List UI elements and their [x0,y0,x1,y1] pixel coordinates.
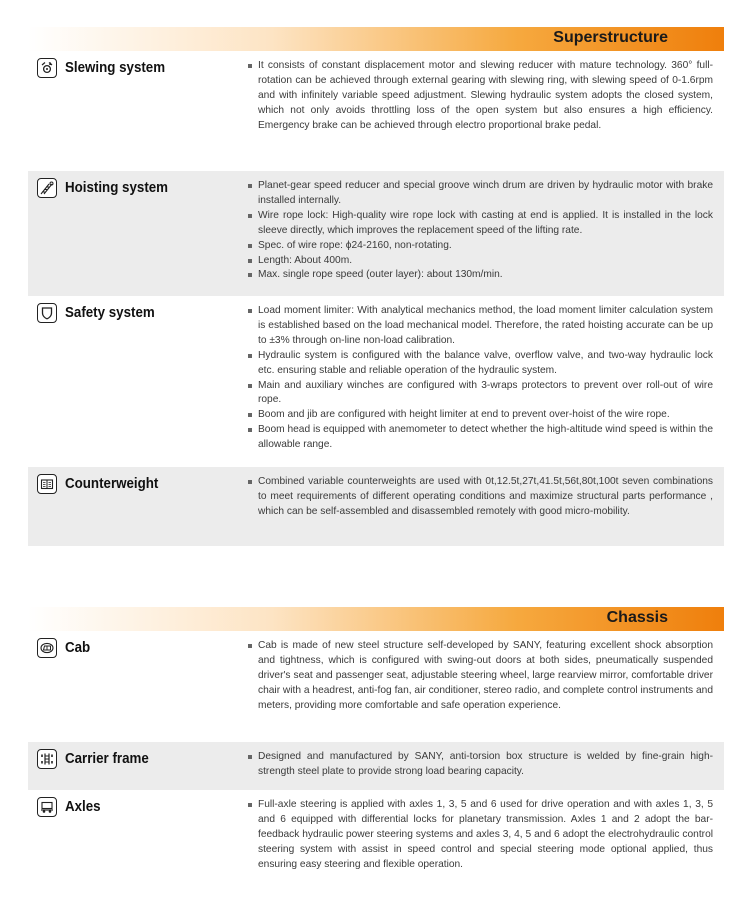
chassis-section [28,607,724,886]
list-item: Spec. of wire rope: ϕ24-2160, non-rotating. [247,239,713,254]
axles-icon [37,797,57,817]
list-item: Load moment limiter: With analytical mechanics method, the load moment limiter calculation system is established based on the load mechanical model. Therefore, the rated hoisting accurate can be up to ±3% through on-line non-load calibration. [247,304,713,349]
section-banner [28,607,724,631]
row-title: Axles [65,799,101,815]
list-item: It consists of constant displacement motor and slewing reducer with mature technology. 360° full-rotation can be achieved through external gearing with slewing ring, with slewing speed of 0-1.6rpm and with infinitely variable speed adjustment. Slewing hydraulic system adopts the closed system, which not only avoids throttling loss of the open system but also ensures a high efficiency. Emergency brake can be achieved through electro proportional brake pedal. [247,59,713,134]
row-title: Carrier frame [65,751,149,767]
row-title: Slewing system [65,60,166,76]
list-item: Hydraulic system is configured with the balance valve, overflow valve, and two-way hydraulic lock etc. ensuring stable and reliable operation of the hydraulic system. [247,349,713,379]
row-header [28,51,247,171]
superstructure-section [28,27,724,546]
bullet-list [247,179,713,283]
list-item: Cab is made of new steel structure self-developed by SANY, featuring excellent shock absorption and tightness, which is configured with swing-out doors at both sides, pneumatically suspended driver's seat and passenger seat, adjustable steering wheel, large rearview mirror, comfortable driver chair with a headrest, anti-fog fan, air conditioner, stereo radio, and complete control instruments and meters, providing more comfortable and safe operation experience. [247,639,713,714]
list-item: Designed and manufactured by SANY, anti-torsion box structure is welded by fine-grain high-strength steel plate to provide strong load bearing capacity. [247,750,713,780]
slewing-icon [37,58,57,78]
counterweight-icon [37,474,57,494]
cab-icon [37,638,57,658]
row-title: Safety system [65,305,155,321]
list-item: Boom and jib are configured with height limiter at end to prevent over-hoist of the wire rope. [247,408,713,423]
row-title: Hoisting system [65,180,169,196]
row-header [28,171,247,296]
bullet-list [247,475,713,520]
row-header [28,742,247,790]
spec-row-carrier-frame [28,742,724,790]
spec-row-counterweight [28,467,724,546]
list-item: Max. single rope speed (outer layer): about 130m/min. [247,268,713,283]
row-title: Cab [65,640,91,656]
row-header [28,631,247,742]
row-header [28,790,247,886]
section-title: Superstructure [553,29,668,46]
row-title: Counterweight [65,476,159,492]
carrier-frame-icon [37,749,57,769]
section-title: Chassis [606,609,668,626]
section-banner [28,27,724,51]
bullet-list [247,59,713,134]
spec-row-cab [28,631,724,742]
spec-row-axles [28,790,724,886]
list-item: Length: About 400m. [247,254,713,269]
list-item: Boom head is equipped with anemometer to detect whether the high-altitude wind speed is within the allowable range. [247,423,713,453]
list-item: Planet-gear speed reducer and special groove winch drum are driven by hydraulic motor with brake installed internally. [247,179,713,209]
spec-row-safety-system [28,296,724,467]
bullet-list [247,639,713,714]
row-header [28,467,247,546]
bullet-list [247,750,713,780]
spec-row-slewing-system [28,51,724,171]
bullet-list [247,304,713,453]
shield-icon [37,303,57,323]
hoisting-icon [37,178,57,198]
bullet-list [247,798,713,873]
list-item: Combined variable counterweights are used with 0t,12.5t,27t,41.5t,56t,80t,100t seven combinations to meet requirements of different operating conditions and maximize structural parts performance , which can be self-assembled and disassembled remotely with good micro-mobility. [247,475,713,520]
spec-row-hoisting-system [28,171,724,296]
row-header [28,296,247,467]
list-item: Full-axle steering is applied with axles 1, 3, 5 and 6 used for drive operation and with axles 1, 3, 5 and 6 equipped with differential locks for planetary transmission. Axles 1 and 2 adopt the bar-feedback hydraulic power steering systems and axles 3, 4, 5 and 6 adopt the electrohydraulic control steering system with assist in speed control and special steering mode optional applied, thus ensuring easy steering and flexible operation. [247,798,713,873]
list-item: Wire rope lock: High-quality wire rope lock with casting at end is applied. It is installed in the lock sleeve directly, which improves the replacement speed of the lifting rate. [247,209,713,239]
list-item: Main and auxiliary winches are configured with 3-wraps protectors to prevent over roll-out of wire rope. [247,379,713,409]
